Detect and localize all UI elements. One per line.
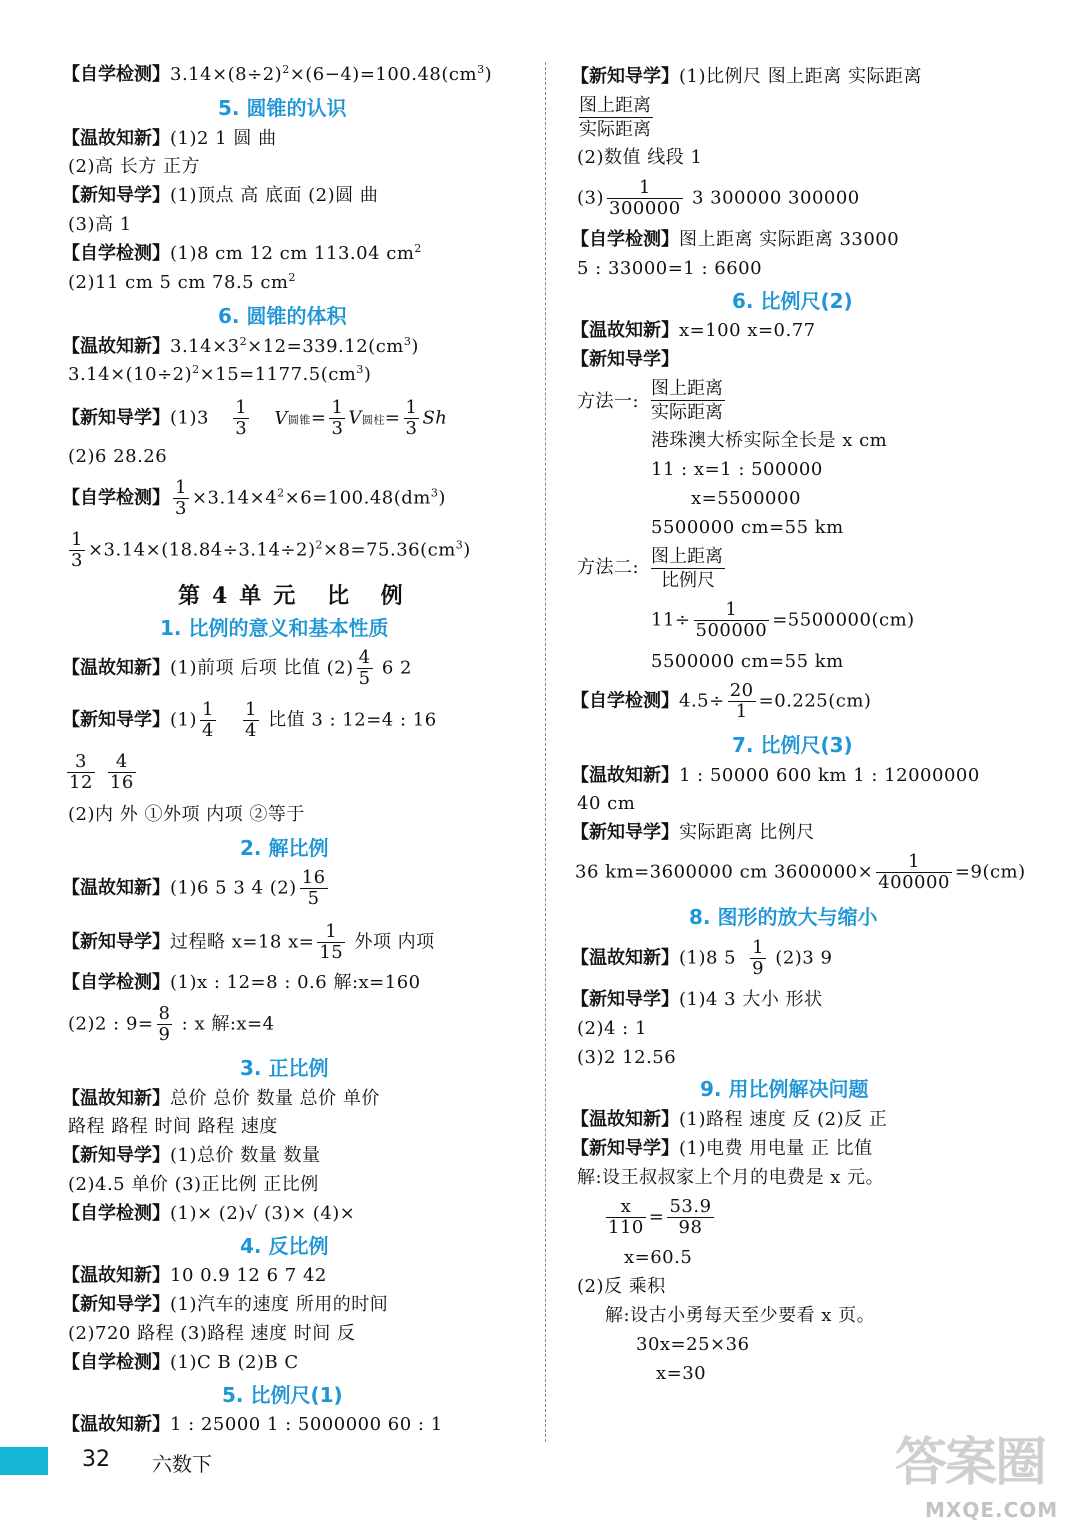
denominator: 12 [69, 772, 93, 793]
sup: 2 [315, 538, 323, 552]
label: 【新知导学】 [571, 349, 679, 370]
footer-color-bar [0, 1447, 48, 1475]
text: (2)3 9 [769, 947, 833, 969]
volume-symbol: V [348, 407, 362, 429]
text: (1)总价 数量 数量 [170, 1145, 321, 1166]
unit-title: 第4单元 比 例 [178, 583, 415, 609]
text: (1)6 5 3 4 (2) [170, 877, 297, 899]
text: ×15=1177.5(cm [199, 364, 357, 385]
text: (3) [577, 187, 604, 209]
section-title-inverse-proportion: 4. 反比例 [240, 1234, 329, 1258]
scale3-review [571, 765, 980, 787]
text: 1 : 25000 1 : 5000000 60 : 1 [170, 1414, 443, 1435]
solve-with-ratio-let-1: 解:设王叔叔家上个月的电费是 x 元。 [577, 1167, 885, 1188]
numerator: 20 [729, 680, 754, 701]
label: 【新知导学】 [62, 931, 170, 953]
ratio-new-2: (2)内 外 ①外项 内项 ②等于 [68, 804, 305, 825]
numerator: 1 [71, 529, 83, 550]
text: (1)8 cm 12 cm 113.04 cm [170, 243, 415, 264]
label: 【自学检测】 [571, 229, 679, 250]
section-title-solve-with-ratio: 9. 用比例解决问题 [700, 1077, 869, 1101]
solve-with-ratio-eq-1 [603, 1197, 717, 1238]
denominator: 300000 [609, 198, 681, 219]
scale1-fraction [579, 94, 653, 141]
label: 【温故知新】 [62, 336, 170, 357]
ratio-new-fracs [64, 752, 139, 793]
text: (2)2 : 9= [68, 1013, 154, 1035]
method-1-line-3: x=5500000 [691, 488, 801, 509]
solve-with-ratio-eq-2: 30x=25×36 [636, 1334, 750, 1355]
label: 【自学检测】 [62, 1203, 170, 1224]
label: 【新知导学】 [62, 1145, 170, 1166]
solve-with-ratio-ans-2: x=30 [656, 1363, 707, 1384]
text: 1 : 50000 600 km 1 : 12000000 [679, 765, 980, 786]
equals: = [384, 407, 401, 429]
volume-new-2: (2)6 28.26 [68, 446, 168, 467]
text: =5500000(cm) [772, 609, 915, 631]
denominator: 1 [735, 701, 748, 722]
sup: 2 [282, 63, 290, 76]
fraction [728, 681, 756, 722]
denominator: 4 [244, 720, 257, 741]
sup: 2 [277, 486, 285, 500]
direct-review-2: 路程 路程 时间 路程 速度 [68, 1116, 278, 1137]
watermark-logo [895, 1420, 1060, 1530]
text: ×3.14×4 [191, 487, 278, 509]
scale2-test [571, 681, 871, 722]
fraction [606, 1197, 646, 1238]
denominator: 4 [202, 720, 214, 741]
direct-new [62, 1145, 320, 1167]
denominator: 5 [307, 888, 320, 909]
method-2-lead: 方法二: [577, 557, 640, 578]
label: 【自学检测】 [571, 690, 679, 712]
text: ×(6−4)=100.48(cm [289, 64, 478, 85]
solve-with-ratio-part-2: (2)反 乘积 [577, 1276, 666, 1297]
fraction [357, 648, 373, 689]
fraction [317, 922, 345, 963]
scale3-new-2 [575, 852, 1026, 893]
section-title-scale-3: 7. 比例尺(3) [732, 733, 853, 757]
direct-new-2: (2)4.5 单价 (3)正比例 正比例 [68, 1174, 319, 1195]
denominator: 实际距离 [651, 402, 723, 423]
left-self-test-1 [62, 64, 492, 86]
denominator: 16 [109, 772, 134, 793]
volume-new [62, 398, 447, 441]
scale1-new-3 [577, 178, 860, 219]
text: ×12=339.12(cm [247, 336, 404, 357]
section-title-direct-proportion: 3. 正比例 [240, 1056, 329, 1080]
sup: 3 [403, 335, 412, 348]
text: 实际距离 比例尺 [679, 822, 815, 843]
fraction [67, 752, 95, 793]
fraction [157, 1004, 173, 1045]
label: 【温故知新】 [571, 320, 679, 341]
denominator: 实际距离 [579, 119, 651, 140]
sup: 2 [414, 242, 422, 255]
sup: 3 [356, 363, 364, 376]
section-title-cone-volume: 6. 圆锥的体积 [218, 304, 347, 328]
label: 【自学检测】 [62, 243, 170, 264]
scale2-review [571, 320, 816, 342]
fraction [694, 600, 770, 641]
sup: 3 [430, 486, 439, 500]
inverse-test [62, 1352, 299, 1374]
text: 3 300000 300000 [685, 187, 860, 209]
solve-test [62, 972, 421, 994]
fraction [667, 1197, 713, 1238]
text: ) [411, 336, 419, 357]
fraction [876, 852, 952, 893]
text: 11÷ [651, 609, 691, 631]
cone-review-2: (2)高 长方 正方 [68, 156, 200, 177]
text: (1)汽车的速度 所用的时间 [170, 1294, 389, 1315]
text: 比值 3 : 12=4 : 16 [261, 709, 437, 731]
enlarge-new-2: (2)4 : 1 [577, 1018, 647, 1039]
fraction [108, 752, 136, 793]
numerator: 图上距离 [651, 378, 723, 399]
text: (1)电费 用电量 正 比值 [679, 1138, 873, 1159]
denominator: 500000 [695, 620, 768, 641]
numerator: 3 [67, 752, 95, 773]
denominator: 3 [235, 418, 248, 439]
text: (1)路程 速度 反 (2)反 正 [679, 1109, 888, 1130]
text: ) [463, 539, 471, 561]
subscript: 圆柱 [361, 413, 385, 427]
subscript: 圆锥 [287, 413, 311, 427]
inverse-new-2: (2)720 路程 (3)路程 速度 时间 反 [68, 1323, 356, 1344]
scale3-new [571, 822, 815, 844]
sup: 2 [192, 363, 200, 376]
label: 【新知导学】 [62, 709, 170, 731]
method-1-lead: 方法一: [577, 391, 640, 412]
label: 【新知导学】 [62, 407, 170, 429]
numerator: 8 [158, 1003, 171, 1024]
text: 4.5÷ [679, 690, 725, 712]
label: 【自学检测】 [62, 972, 170, 993]
text: 10 0.9 12 6 7 42 [170, 1265, 327, 1286]
numerator: x [606, 1197, 646, 1218]
text: ×6=100.48(dm [284, 487, 431, 509]
method-1-line-4: 5500000 cm=55 km [651, 517, 844, 538]
volume-test-2 [66, 530, 471, 571]
solve-with-ratio-new [571, 1138, 873, 1160]
denominator: 98 [678, 1217, 703, 1238]
text: (1) [170, 709, 197, 731]
denominator: 3 [405, 418, 418, 439]
numerator: 1 [202, 699, 214, 720]
scale1-new-2: (2)数值 线段 1 [577, 147, 703, 168]
text: 3.14×3 [170, 336, 240, 357]
numerator: 1 [694, 600, 770, 621]
label: 【温故知新】 [571, 947, 679, 969]
watermark-url: MXQE.COM [925, 1498, 1059, 1522]
cone-test-2 [68, 272, 296, 294]
text: 3.14×(10÷2) [68, 364, 193, 385]
numerator: 1 [317, 922, 345, 943]
text: 外项 内项 [348, 931, 435, 953]
text: 总价 总价 数量 总价 单价 [170, 1088, 380, 1109]
denominator: 3 [175, 498, 187, 519]
scale1-test [571, 229, 899, 251]
numerator: 16 [301, 867, 326, 888]
section-title-solve-ratio: 2. 解比例 [240, 836, 329, 860]
numerator: 1 [235, 397, 248, 418]
denominator: 110 [608, 1217, 644, 1238]
column-divider [545, 62, 546, 1442]
text: =0.225(cm) [758, 690, 872, 712]
scale1-new [571, 66, 922, 88]
label: 【温故知新】 [62, 128, 170, 149]
text: (2)11 cm 5 cm 78.5 cm [68, 272, 289, 293]
numerator: 图上距离 [579, 95, 651, 116]
label: 【自学检测】 [62, 64, 170, 85]
text: ) [363, 364, 372, 385]
sup: 3 [477, 63, 485, 76]
solve-with-ratio-let-2: 解:设古小勇每天至少要看 x 页。 [605, 1305, 876, 1326]
text: 6 2 [375, 657, 412, 679]
text: (1)2 1 圆 曲 [170, 128, 277, 149]
method-1-fraction [651, 377, 725, 424]
solve-test-2 [68, 1004, 275, 1045]
text: ×8=75.36(cm [322, 539, 456, 561]
numerator: 1 [876, 852, 952, 873]
section-title-cone-intro: 5. 圆锥的认识 [218, 96, 347, 120]
enlarge-new-3: (3)2 12.56 [577, 1047, 677, 1068]
numerator: 1 [752, 937, 765, 958]
enlarge-new [571, 989, 823, 1011]
text: (1)3 [170, 407, 209, 429]
label: 【温故知新】 [62, 657, 170, 679]
text: 图上距离 实际距离 33000 [679, 229, 900, 250]
text: : x 解:x=4 [175, 1013, 275, 1035]
sh-symbol: Sh [422, 407, 448, 429]
label: 【新知导学】 [62, 185, 170, 206]
inverse-new [62, 1294, 388, 1316]
label: 【自学检测】 [62, 1352, 170, 1373]
cone-test [62, 243, 422, 265]
numerator: 1 [607, 178, 683, 199]
label: 【自学检测】 [62, 487, 170, 509]
scale1-test-2: 5 : 33000=1 : 6600 [577, 258, 763, 279]
direct-review [62, 1088, 380, 1110]
solve-new [62, 922, 435, 963]
text: 36 km=3600000 cm 3600000× [575, 861, 874, 883]
label: 【新知导学】 [571, 66, 679, 87]
method-2-line-2: 5500000 cm=55 km [651, 651, 844, 672]
text: (1)4 3 大小 形状 [679, 989, 823, 1010]
sup: 3 [455, 538, 464, 552]
denominator: 400000 [878, 872, 950, 893]
equals: = [648, 1206, 665, 1228]
text: (1)× (2)√ (3)× (4)× [170, 1203, 356, 1224]
watermark-big-text: 答案圈 [895, 1433, 1046, 1493]
label: 【温故知新】 [62, 1414, 170, 1435]
label: 【温故知新】 [62, 1088, 170, 1109]
scale2-new [571, 349, 679, 371]
section-title-scale-2: 6. 比例尺(2) [732, 289, 853, 313]
text: ) [438, 487, 446, 509]
denominator: 9 [158, 1024, 171, 1045]
numerator: 53.9 [669, 1196, 712, 1217]
numerator: 1 [244, 699, 257, 720]
numerator: 1 [175, 477, 187, 498]
section-title-ratio-meaning: 1. 比例的意义和基本性质 [160, 616, 389, 640]
label: 【新知导学】 [62, 1294, 170, 1315]
denominator: 比例尺 [661, 570, 715, 591]
book-subtitle: 六数下 [152, 1452, 212, 1476]
label: 【温故知新】 [62, 877, 170, 899]
fraction [329, 398, 345, 439]
denominator: 3 [71, 550, 83, 571]
equals: = [310, 407, 327, 429]
text: (1)比例尺 图上距离 实际距离 [679, 66, 922, 87]
method-2-line-1 [651, 600, 915, 641]
fraction [243, 700, 259, 741]
page-number: 32 [82, 1447, 110, 1472]
fraction [750, 938, 766, 979]
text: ×3.14×(18.84÷3.14÷2) [87, 539, 316, 561]
scale1-review [62, 1414, 443, 1436]
numerator: 4 [108, 752, 136, 773]
volume-review-2 [68, 364, 371, 386]
denominator: 5 [358, 668, 371, 689]
volume-symbol: V [274, 407, 288, 429]
ratio-new [62, 700, 437, 741]
volume-test [62, 478, 446, 519]
fraction [300, 868, 328, 909]
fraction [404, 398, 420, 439]
fraction [607, 178, 683, 219]
cone-new [62, 185, 378, 207]
label: 【温故知新】 [571, 765, 679, 786]
text: x=100 x=0.77 [679, 320, 816, 341]
scale3-review-2: 40 cm [577, 793, 636, 814]
enlarge-review [571, 938, 832, 979]
denominator: 3 [331, 418, 344, 439]
fraction [173, 478, 189, 519]
sup: 2 [288, 271, 296, 284]
section-title-scale-1: 5. 比例尺(1) [222, 1383, 343, 1407]
inverse-review [62, 1265, 327, 1287]
direct-test [62, 1203, 355, 1225]
cone-new-2: (3)高 1 [68, 214, 132, 235]
denominator: 9 [752, 958, 765, 979]
text: (1)8 5 [679, 947, 737, 969]
label: 【温故知新】 [62, 1265, 170, 1286]
fraction [233, 398, 249, 439]
fraction [200, 700, 216, 741]
text: (1)顶点 高 底面 (2)圆 曲 [170, 185, 379, 206]
text: 过程略 x=18 x= [170, 931, 315, 953]
section-title-enlarge-shrink: 8. 图形的放大与缩小 [689, 905, 878, 929]
label: 【温故知新】 [571, 1109, 679, 1130]
text: 3.14×(8÷2) [170, 64, 283, 85]
solve-with-ratio-ans-1: x=60.5 [624, 1247, 693, 1268]
volume-review [62, 336, 419, 358]
numerator: 1 [331, 397, 344, 418]
text: =9(cm) [954, 861, 1026, 883]
sup: 2 [239, 335, 248, 348]
text: (1)x : 12=8 : 0.6 解:x=160 [170, 972, 421, 993]
denominator: 15 [319, 942, 344, 963]
method-2-fraction [651, 545, 725, 592]
label: 【新知导学】 [571, 822, 679, 843]
numerator: 4 [358, 647, 371, 668]
ratio-review [62, 648, 412, 689]
text: ) [484, 64, 493, 85]
cone-review [62, 128, 277, 150]
method-1-line-1: 港珠澳大桥实际全长是 x cm [651, 430, 888, 451]
solve-review [62, 868, 331, 909]
solve-with-ratio-review [571, 1109, 887, 1131]
method-1-line-2: 11 : x=1 : 500000 [651, 459, 823, 480]
numerator: 图上距离 [651, 546, 723, 567]
numerator: 1 [405, 397, 418, 418]
label: 【新知导学】 [571, 989, 679, 1010]
fraction [69, 530, 85, 571]
label: 【新知导学】 [571, 1138, 679, 1159]
text: (1)C B (2)B C [170, 1352, 299, 1373]
text: (1)前项 后项 比值 (2) [170, 657, 354, 679]
